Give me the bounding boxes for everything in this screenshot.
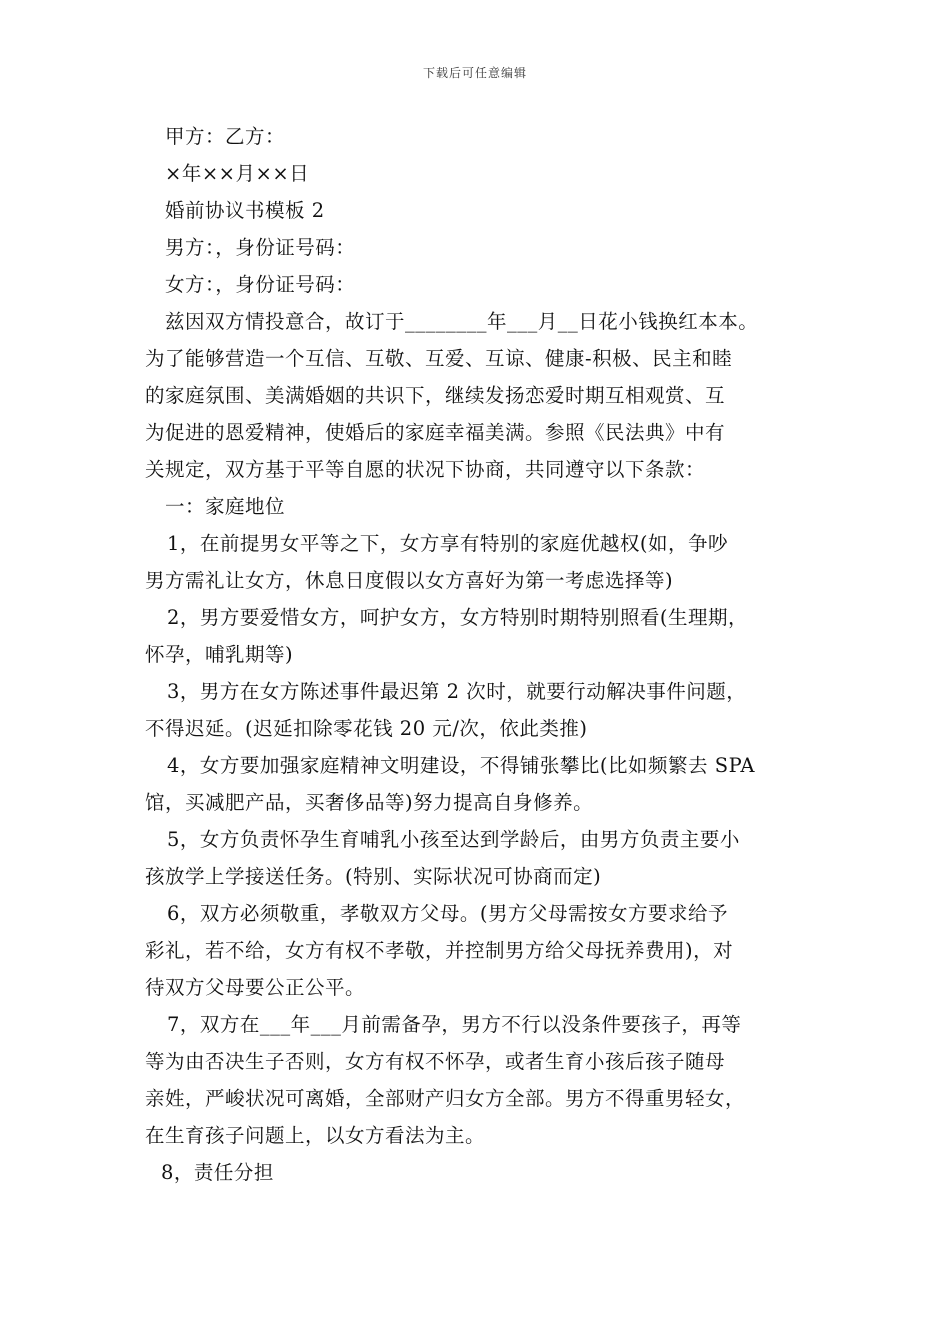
- intro-line: 为促进的恩爱精神，使婚后的家庭幸福美满。参照《民法典》中有: [145, 421, 726, 444]
- clause-line: 8，责任分担: [161, 1161, 274, 1184]
- document-body: [145, 118, 813, 1191]
- clause-line: 2，男方要爱惜女方，呵护女方，女方特别时期特别照看(生理期，: [167, 606, 749, 629]
- intro-paragraph: [145, 303, 813, 488]
- clause-line: 5，女方负责怀孕生育哺乳小孩至达到学龄后，由男方负责主要小: [167, 828, 740, 851]
- clause-7: [145, 1006, 813, 1154]
- template-title: 婚前协议书模板 2: [165, 199, 325, 222]
- signature-line: 甲方：乙方：: [165, 125, 286, 148]
- clause-line: 1，在前提男女平等之下，女方享有特别的家庭优越权(如，争吵: [167, 532, 729, 555]
- clause-line: 7，双方在___年___月前需备孕，男方不行以没条件要孩子，再等: [167, 1013, 742, 1036]
- clause-5: [145, 821, 813, 895]
- section-title: 一：家庭地位: [165, 495, 286, 518]
- intro-line: 关规定，双方基于平等自愿的状况下协商，共同遵守以下条款：: [145, 458, 706, 481]
- clause-1: [145, 525, 813, 599]
- date-line: ×年××月××日: [165, 162, 310, 185]
- clause-3: [145, 673, 813, 747]
- clause-line: 男方需礼让女方，休息日度假以女方喜好为第一考虑选择等): [145, 569, 674, 592]
- clause-4: [145, 747, 813, 821]
- clause-line: 待双方父母要公正公平。: [145, 976, 366, 999]
- intro-line: 的家庭氛围、美满婚姻的共识下，继续发扬恋爱时期互相观赏、互: [145, 384, 726, 407]
- male-party-line: 男方：，身份证号码：: [165, 236, 356, 259]
- clause-line: 馆，买减肥产品，买奢侈品等)努力提高自身修养。: [145, 791, 594, 814]
- clause-line: 不得迟延。(迟延扣除零花钱 20 元/次，依此类推): [145, 717, 588, 740]
- clause-line: 怀孕，哺乳期等): [145, 643, 294, 666]
- clause-line: 亲姓，严峻状况可离婚，全部财产归女方全部。男方不得重男轻女，: [145, 1087, 746, 1110]
- clause-line: 4，女方要加强家庭精神文明建设，不得铺张攀比(比如频繁去 SPA: [167, 754, 755, 777]
- clause-line: 彩礼，若不给，女方有权不孝敬，并控制男方给父母抚养费用)，对: [145, 939, 734, 962]
- clause-line: 在生育孩子问题上，以女方看法为主。: [145, 1124, 486, 1147]
- clause-line: 6，双方必须敬重，孝敬双方父母。(男方父母需按女方要求给予: [167, 902, 729, 925]
- page-header: 下载后可任意编辑: [422, 66, 527, 80]
- intro-line: 为了能够营造一个互信、互敬、互爱、互谅、健康-积极、民主和睦: [145, 347, 733, 370]
- clause-line: 孩放学上学接送任务。(特别、实际状况可协商而定): [145, 865, 602, 888]
- clause-line: 等为由否决生子否则，女方有权不怀孕，或者生育小孩后孩子随母: [145, 1050, 726, 1073]
- intro-line: 兹因双方情投意合，故订于________年___月__日花小钱换红本本。: [165, 310, 759, 333]
- clause-6: [145, 895, 813, 1006]
- clause-line: 3，男方在女方陈述事件最迟第 2 次时，就要行动解决事件问题，: [167, 680, 747, 703]
- clause-2: [145, 599, 813, 673]
- female-party-line: 女方：，身份证号码：: [165, 273, 356, 296]
- clause-8: [145, 1154, 813, 1191]
